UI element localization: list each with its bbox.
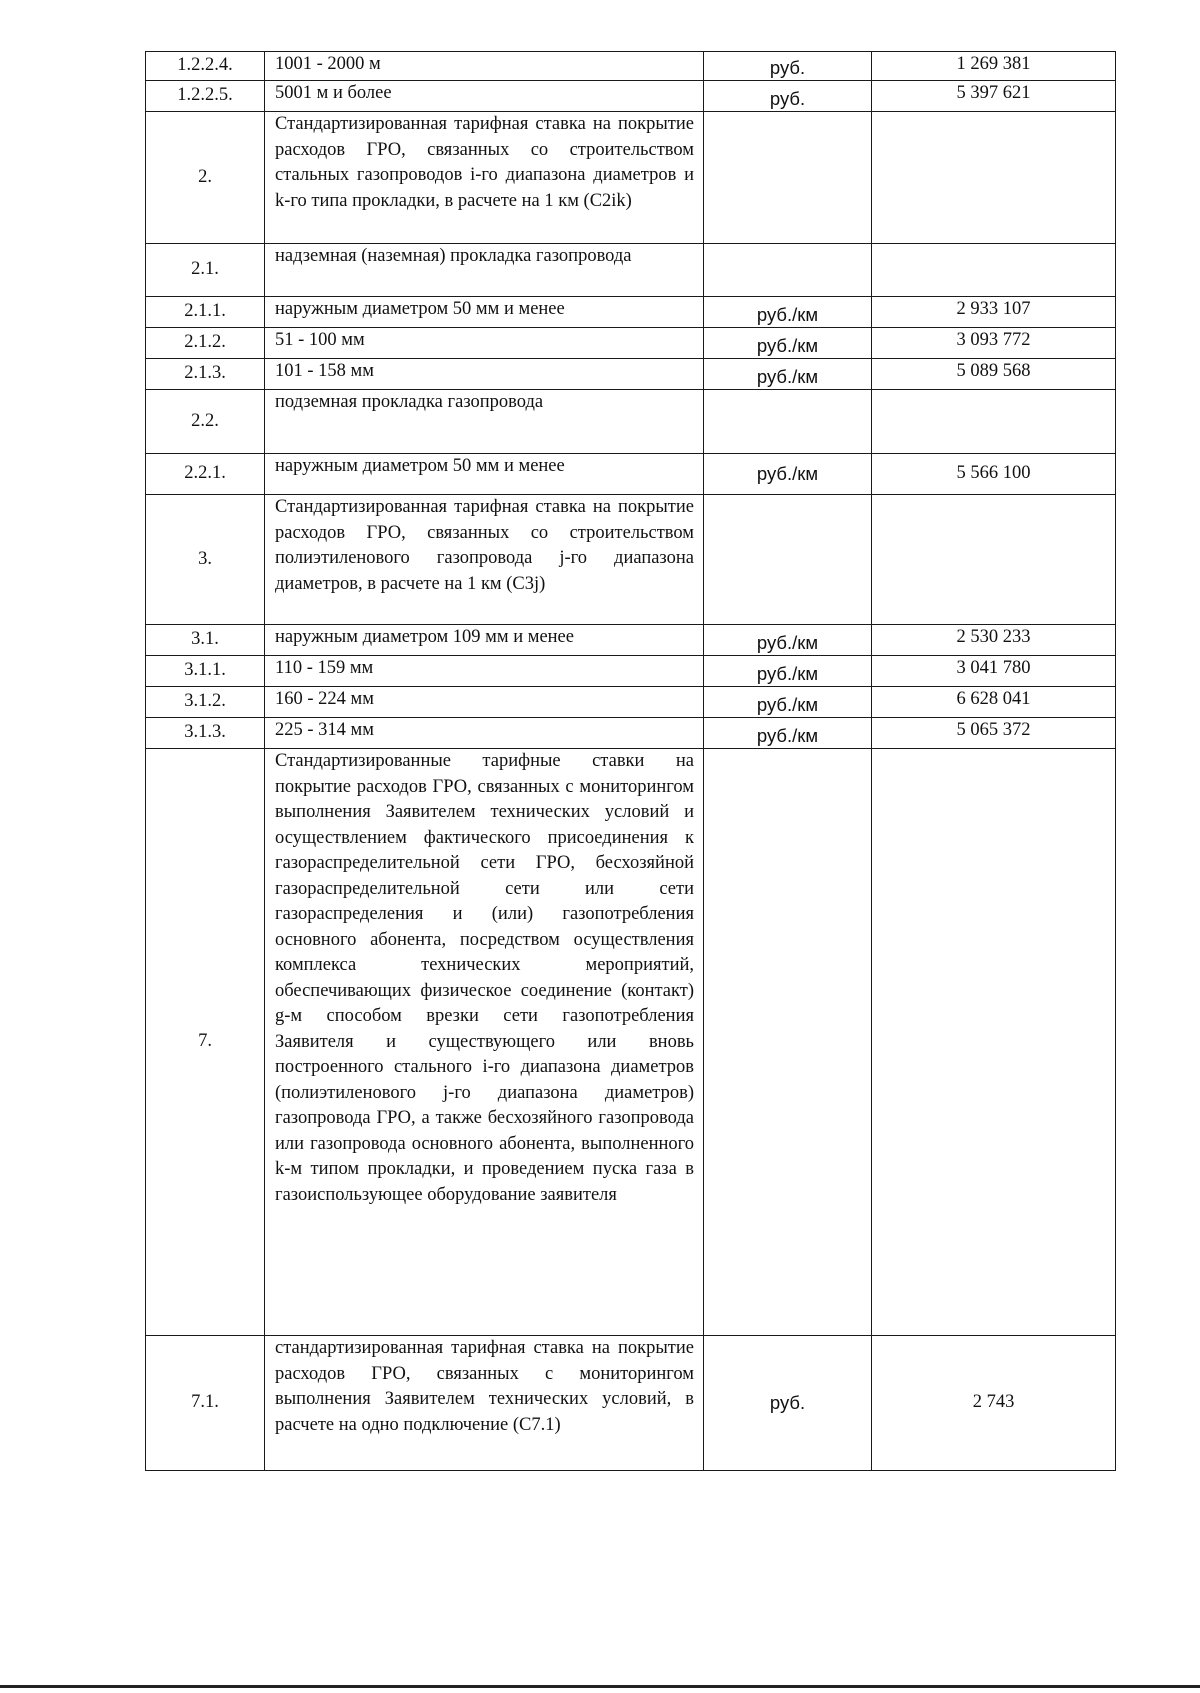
row-unit: руб. bbox=[704, 52, 872, 81]
row-unit: руб./км bbox=[704, 718, 872, 749]
row-number: 7.1. bbox=[146, 1336, 265, 1471]
table-row bbox=[146, 495, 1116, 625]
row-unit: руб./км bbox=[704, 687, 872, 718]
row-number: 3.1.2. bbox=[146, 687, 265, 718]
row-number: 3.1.3. bbox=[146, 718, 265, 749]
row-value bbox=[872, 390, 1116, 454]
row-unit bbox=[704, 749, 872, 1336]
row-number: 2.2. bbox=[146, 390, 265, 454]
row-description: Стандартизированная тарифная ставка на покрытие расходов ГРО, связанных со строительством стальных газопроводов i-го диапазона диаметров и k-го типа прокладки, в расчете на 1 км (С2ik) bbox=[265, 112, 704, 244]
table-row bbox=[146, 328, 1116, 359]
row-description: подземная прокладка газопровода bbox=[265, 390, 704, 454]
row-value: 1 269 381 bbox=[872, 52, 1116, 81]
row-unit: руб./км bbox=[704, 328, 872, 359]
table-row bbox=[146, 81, 1116, 112]
row-number: 2. bbox=[146, 112, 265, 244]
row-value bbox=[872, 749, 1116, 1336]
row-description: 5001 м и более bbox=[265, 81, 704, 112]
page-bottom-rule bbox=[0, 1685, 1200, 1688]
row-description: стандартизированная тарифная ставка на покрытие расходов ГРО, связанных с мониторингом выполнения Заявителем технических условий, в расчете на одно подключение (С7.1) bbox=[265, 1336, 704, 1471]
table-row bbox=[146, 359, 1116, 390]
row-number: 3. bbox=[146, 495, 265, 625]
table-row bbox=[146, 625, 1116, 656]
row-description: надземная (наземная) прокладка газопровода bbox=[265, 244, 704, 297]
row-value: 3 093 772 bbox=[872, 328, 1116, 359]
table-row bbox=[146, 687, 1116, 718]
row-description: наружным диаметром 50 мм и менее bbox=[265, 297, 704, 328]
row-number: 2.1.2. bbox=[146, 328, 265, 359]
row-number: 3.1. bbox=[146, 625, 265, 656]
row-description: Стандартизированные тарифные ставки на покрытие расходов ГРО, связанных с мониторингом выполнения Заявителем технических условий и осуществлением фактического присоединения к газораспределительной сети ГРО, бесхозяйной газораспределительной сети или сети газораспределения и (или) газопотребления основного абонента, посредством осуществления комплекса технических мероприятий, обеспечивающих физическое соединение (контакт) g-м способом врезки сети газопотребления Заявителя и существующего или вновь построенного стального i-го диапазона диаметров (полиэтиленового j-го диапазона диаметров) газопровода ГРО, а также бесхозяйного газопровода или газопровода основного абонента, выполненного k-м типом прокладки, и проведением пуска газа в газоиспользующее оборудование заявителя bbox=[265, 749, 704, 1336]
row-unit: руб./км bbox=[704, 297, 872, 328]
row-description: Стандартизированная тарифная ставка на покрытие расходов ГРО, связанных со строительством полиэтиленового газопровода j-го диапазона диаметров, в расчете на 1 км (С3j) bbox=[265, 495, 704, 625]
row-unit bbox=[704, 244, 872, 297]
row-unit: руб./км bbox=[704, 656, 872, 687]
row-unit: руб. bbox=[704, 1336, 872, 1471]
table-row bbox=[146, 718, 1116, 749]
row-description: наружным диаметром 109 мм и менее bbox=[265, 625, 704, 656]
table-row bbox=[146, 390, 1116, 454]
row-value: 5 089 568 bbox=[872, 359, 1116, 390]
row-value: 2 743 bbox=[872, 1336, 1116, 1471]
row-number: 2.1.3. bbox=[146, 359, 265, 390]
row-unit bbox=[704, 495, 872, 625]
row-value: 5 065 372 bbox=[872, 718, 1116, 749]
row-number: 1.2.2.4. bbox=[146, 52, 265, 81]
table-row bbox=[146, 112, 1116, 244]
row-description: 225 - 314 мм bbox=[265, 718, 704, 749]
row-description: 110 - 159 мм bbox=[265, 656, 704, 687]
row-number: 3.1.1. bbox=[146, 656, 265, 687]
row-value: 2 530 233 bbox=[872, 625, 1116, 656]
row-description: 51 - 100 мм bbox=[265, 328, 704, 359]
row-number: 7. bbox=[146, 749, 265, 1336]
table-row bbox=[146, 1336, 1116, 1471]
table-row bbox=[146, 244, 1116, 297]
table-row bbox=[146, 454, 1116, 495]
row-description: 101 - 158 мм bbox=[265, 359, 704, 390]
row-value bbox=[872, 495, 1116, 625]
row-number: 1.2.2.5. bbox=[146, 81, 265, 112]
row-unit: руб./км bbox=[704, 359, 872, 390]
row-unit: руб./км bbox=[704, 625, 872, 656]
row-unit bbox=[704, 112, 872, 244]
table-row bbox=[146, 749, 1116, 1336]
row-value: 2 933 107 bbox=[872, 297, 1116, 328]
row-value: 6 628 041 bbox=[872, 687, 1116, 718]
row-description: наружным диаметром 50 мм и менее bbox=[265, 454, 704, 495]
row-value bbox=[872, 244, 1116, 297]
row-description: 160 - 224 мм bbox=[265, 687, 704, 718]
row-number: 2.1.1. bbox=[146, 297, 265, 328]
row-value: 3 041 780 bbox=[872, 656, 1116, 687]
table-row bbox=[146, 656, 1116, 687]
row-unit: руб./км bbox=[704, 454, 872, 495]
table-row bbox=[146, 297, 1116, 328]
row-unit: руб. bbox=[704, 81, 872, 112]
tariff-table bbox=[145, 51, 1116, 1471]
row-value bbox=[872, 112, 1116, 244]
row-number: 2.1. bbox=[146, 244, 265, 297]
row-unit bbox=[704, 390, 872, 454]
row-value: 5 397 621 bbox=[872, 81, 1116, 112]
row-number: 2.2.1. bbox=[146, 454, 265, 495]
table-row bbox=[146, 52, 1116, 81]
row-description: 1001 - 2000 м bbox=[265, 52, 704, 81]
row-value: 5 566 100 bbox=[872, 454, 1116, 495]
